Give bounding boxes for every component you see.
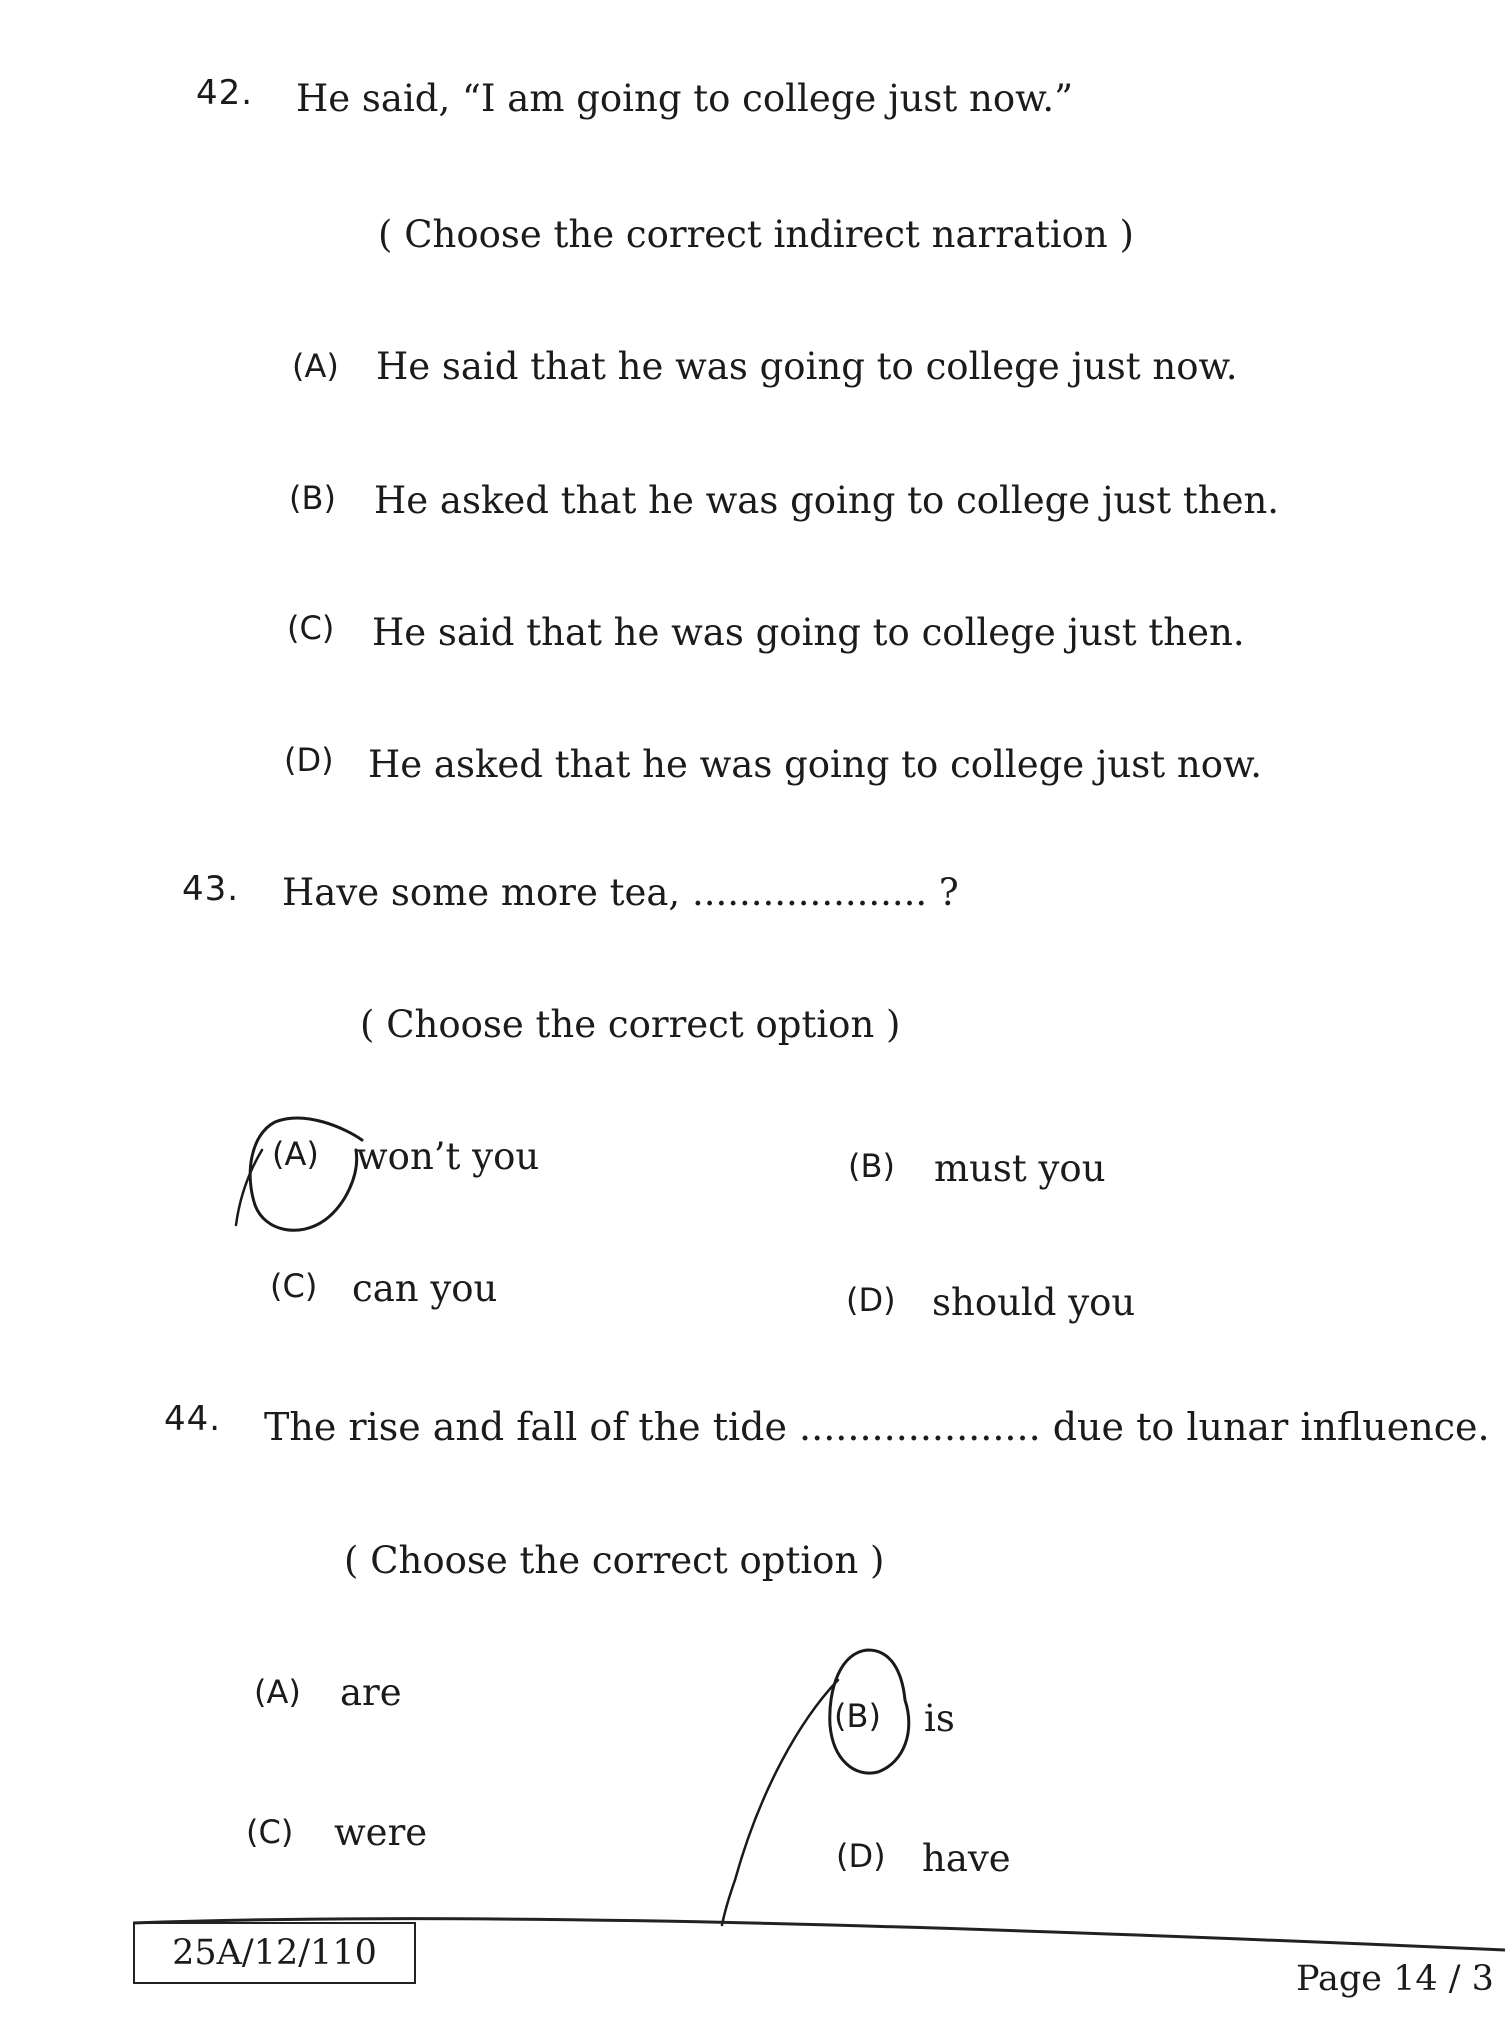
q42-option-c-label: (C): [287, 609, 335, 647]
question-42-text: He said, “I am going to college just now.”: [296, 77, 1074, 120]
q42-option-c-text: He said that he was going to college just then.: [372, 611, 1245, 654]
paper-code-box: [133, 1922, 416, 1984]
q44-option-d-text: have: [922, 1837, 1011, 1880]
page-number: Page 14 / 3: [1296, 1959, 1494, 1999]
question-42-number: 42.: [196, 73, 254, 113]
question-44-number: 44.: [164, 1399, 222, 1439]
question-43-text: Have some more tea, .................... ?: [282, 871, 959, 914]
question-44-instruction: ( Choose the correct option ): [344, 1539, 885, 1582]
q43-option-a-label: (A): [272, 1135, 319, 1173]
q43-option-b-text: must you: [934, 1147, 1106, 1190]
q43-answer-tail-mark: [236, 1150, 262, 1225]
q42-option-b-text: He asked that he was going to college just then.: [374, 479, 1280, 522]
q44-option-c-text: were: [334, 1811, 428, 1854]
q44-option-d-label: (D): [836, 1837, 886, 1875]
q43-option-d-label: (D): [846, 1281, 896, 1319]
q42-option-d-label: (D): [284, 741, 334, 779]
question-43-number: 43.: [182, 869, 240, 909]
q44-answer-tail-mark: [722, 1680, 838, 1925]
q44-option-a-label: (A): [254, 1673, 301, 1711]
q43-option-c-label: (C): [270, 1267, 318, 1305]
q42-option-d-text: He asked that he was going to college just now.: [368, 743, 1263, 786]
paper-code: 25A/12/110: [172, 1933, 377, 1973]
q44-option-a-text: are: [340, 1671, 402, 1714]
q42-option-a-text: He said that he was going to college just now.: [376, 345, 1238, 388]
question-43-instruction: ( Choose the correct option ): [360, 1003, 901, 1046]
q44-option-b-label: (B): [834, 1697, 881, 1735]
q42-option-a-label: (A): [292, 347, 339, 385]
q42-option-b-label: (B): [289, 479, 336, 517]
q44-option-b-text: is: [924, 1697, 955, 1740]
question-44-text: The rise and fall of the tide .................... due to lunar influence.: [264, 1405, 1490, 1449]
question-42-instruction: ( Choose the correct indirect narration ): [378, 213, 1134, 256]
q43-option-d-text: should you: [932, 1281, 1136, 1324]
q44-option-c-label: (C): [246, 1813, 294, 1851]
q43-option-b-label: (B): [848, 1147, 895, 1185]
q43-option-c-text: can you: [352, 1267, 498, 1310]
q43-option-a-text: won’t you: [356, 1135, 540, 1178]
